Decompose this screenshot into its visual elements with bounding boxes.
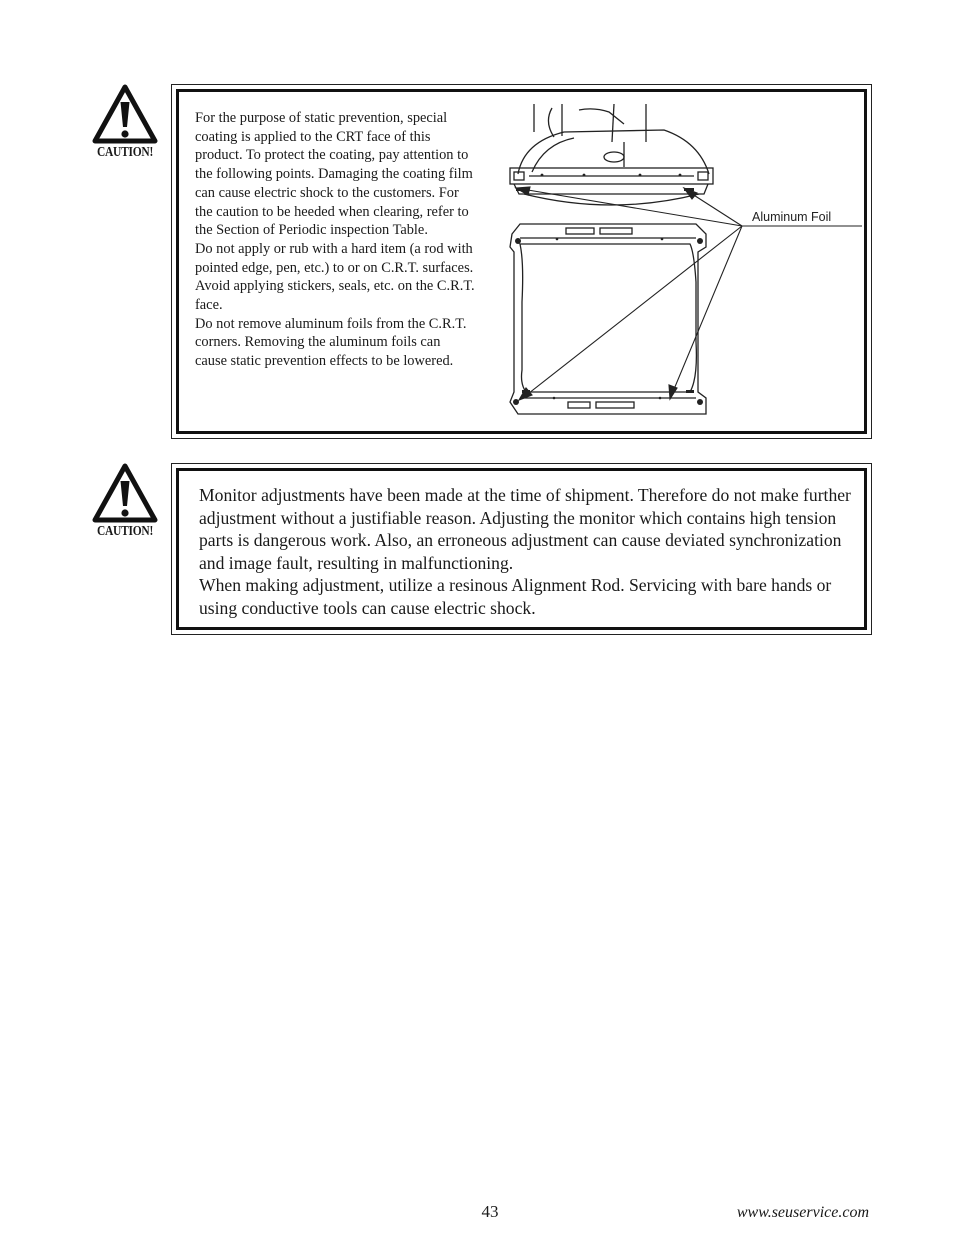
footer-url: www.seuservice.com — [736, 1204, 869, 1221]
paragraph: When making adjustment, utilize a resinous Alignment Rod. Servicing with bare hands or using conductive tools can cause electric shock. — [199, 575, 832, 618]
paragraph: Do not remove aluminum foils from the C.R.T. corners. Removing the aluminum foils can cause static prevention effects to be lowered. — [195, 315, 467, 370]
paragraph: Monitor adjustments have been made at the time of shipment. Therefore do not make further adjustment without a justifiable reason. Adjusting the monitor which contains high tension parts is dangerous work. Also, an erroneous adjustment can cause deviated synchronization and image fault, resulting in malfunctioning. — [199, 485, 851, 573]
caution-label: CAUTION! — [96, 524, 154, 539]
warning-triangle-icon — [92, 463, 158, 523]
monitor-adjustment-text — [199, 484, 859, 620]
caution-label: CAUTION! — [96, 145, 154, 160]
aluminum-foil-label: Aluminum Foil — [752, 210, 832, 224]
warning-triangle-icon — [92, 84, 158, 144]
monitor-adjustment-caution-box — [171, 463, 872, 635]
paragraph: For the purpose of static prevention, special coating is applied to the CRT face of this product. To protect the coating, pay attention to the following points. Damaging the coating film can cause electric shock to the customers. For the caution to be heeded when clearing, refer to the Section of Periodic inspection Table. — [195, 110, 473, 239]
caution-sign-2 — [90, 463, 160, 540]
paragraph: Avoid applying stickers, seals, etc. on the C.R.T. face. — [195, 278, 475, 314]
static-prevention-text — [195, 109, 475, 371]
crt-aluminum-foil-diagram — [484, 102, 874, 432]
static-prevention-caution-box — [171, 84, 872, 439]
page-number: 43 — [481, 1202, 499, 1221]
caution-sign-1 — [90, 84, 160, 161]
paragraph: Do not apply or rub with a hard item (a rod with pointed edge, pen, etc.) to or on C.R.T. surfaces. — [195, 240, 474, 276]
